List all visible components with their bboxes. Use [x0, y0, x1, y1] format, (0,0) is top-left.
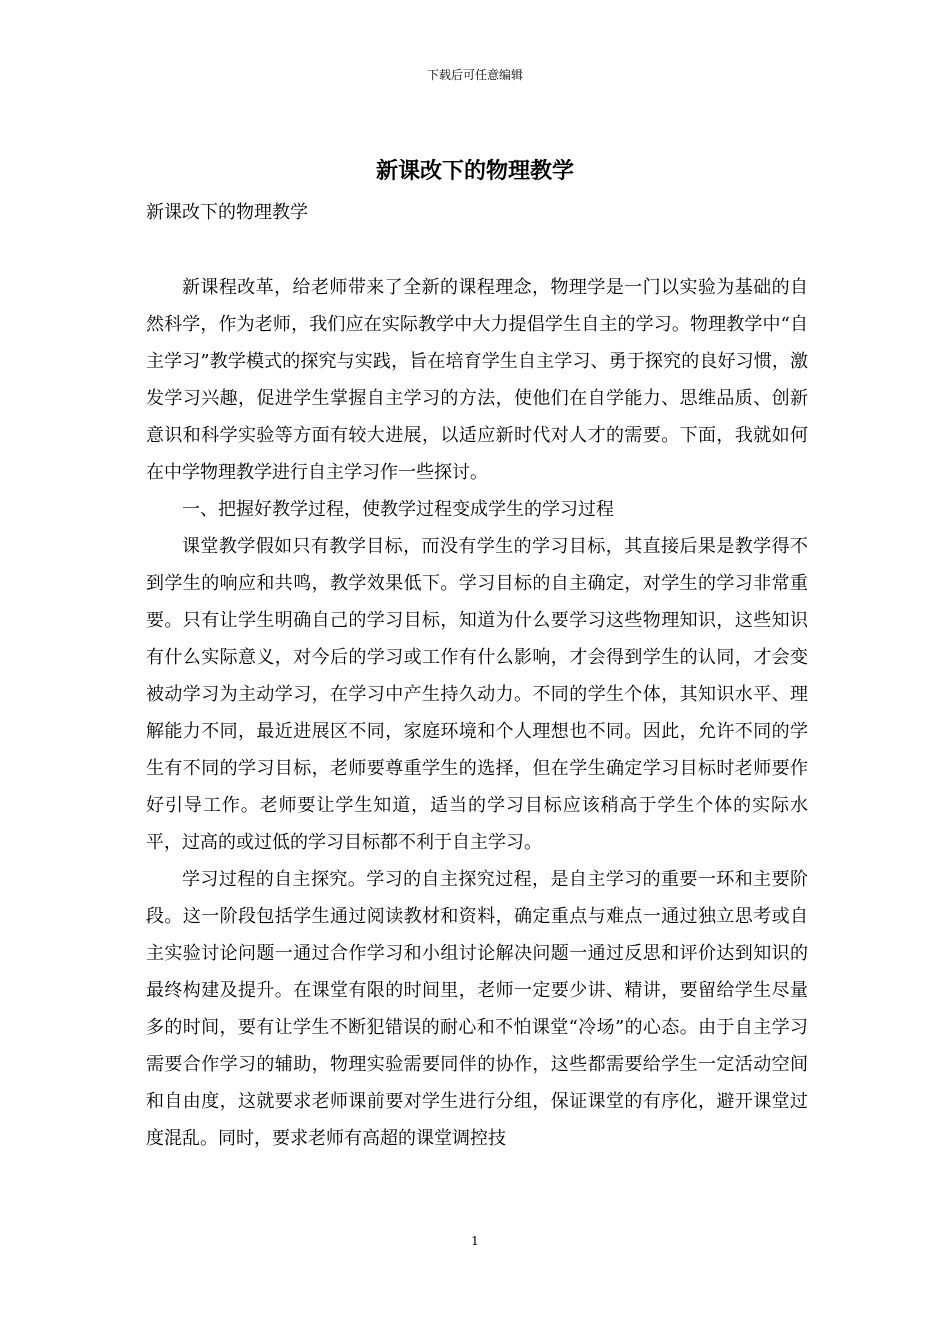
document-title: 新课改下的物理教学: [375, 158, 574, 184]
paragraph-learning-goals: 课堂教学假如只有教学目标，而没有学生的学习目标，其直接后果是教学得不到学生的响应和共鸣，教学效果低下。学习目标的自主确定，对学生的学习非常重要。只有让学生明确自己的学习目标，知道为什么要学习这些物理知识，这些知识有什么实际意义，对今后的学习或工作有什么影响，才会得到学生的认同，才会变被动学习为主动学习，在学习中产生持久动力。不同的学生个体，其知识水平、理解能力不同，最近进展区不同，家庭环境和个人理想也不同。因此，允许不同的学生有不同的学习目标，老师要尊重学生的选择，但在学生确定学习目标时老师要作好引导工作。老师要让学生知道，适当的学习目标应该稍高于学生个体的实际水平，过高的或过低的学习目标都不利于自主学习。: [146, 536, 808, 853]
document-subtitle: 新课改下的物理教学: [146, 202, 308, 223]
document-body: [146, 269, 808, 1157]
section-heading: 一、把握好教学过程，使教学过程变成学生的学习过程: [182, 499, 614, 520]
header-note: 下载后可任意编辑: [426, 68, 523, 82]
paragraph-learning-process: 学习过程的自主探究。学习的自主探究过程，是自主学习的重要一环和主要阶段。这一阶段包括学生通过阅读教材和资料，确定重点与难点一通过独立思考或自主实验讨论问题一通过合作学习和小组讨论解决问题一通过反思和评价达到知识的最终构建及提升。在课堂有限的时间里，老师一定要少讲、精讲，要留给学生尽量多的时间，要有让学生不断犯错误的耐心和不怕课堂“冷场”的心态。由于自主学习需要合作学习的辅助，物理实验需要同伴的协作，这些都需要给学生一定活动空间和自由度，这就要求老师课前要对学生进行分组，保证课堂的有序化，避开课堂过度混乱。同时，要求老师有高超的课堂调控技: [146, 869, 808, 1149]
page-number: 1: [471, 1234, 479, 1248]
paragraph-intro: 新课程改革，给老师带来了全新的课程理念，物理学是一门以实验为基础的自然科学，作为老师，我们应在实际教学中大力提倡学生自主的学习。物理教学中“自主学习”教学模式的探究与实践，旨在培育学生自主学习、勇于探究的良好习惯，激发学习兴趣，促进学生掌握自主学习的方法，使他们在自学能力、思维品质、创新意识和科学实验等方面有较大进展，以适应新时代对人才的需要。下面，我就如何在中学物理教学进行自主学习作一些探讨。: [146, 277, 808, 483]
